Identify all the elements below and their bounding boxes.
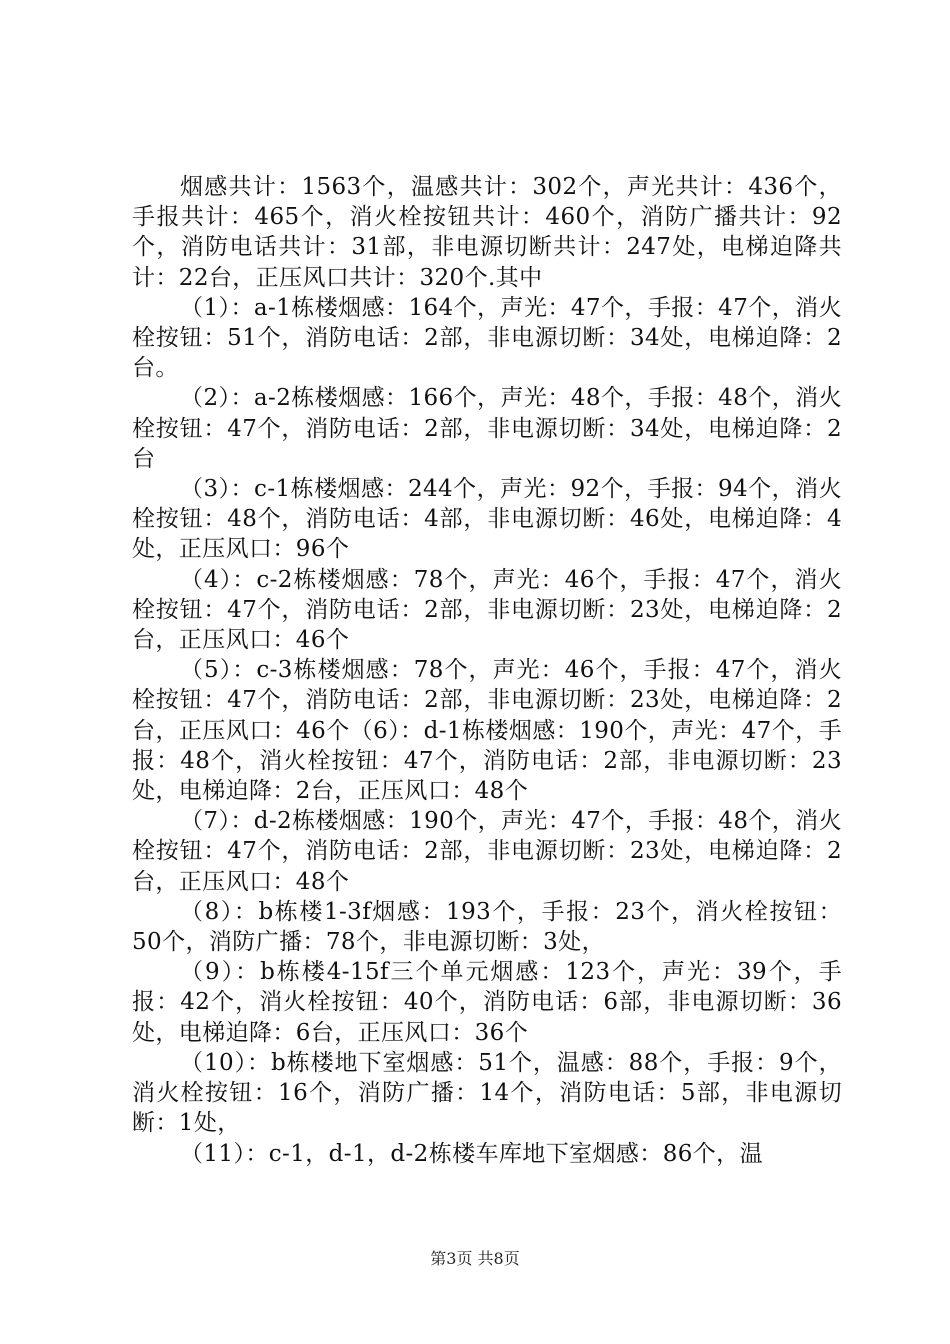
- page-number-footer: 第3页 共8页: [430, 1249, 520, 1268]
- paragraph-item-3: （3）：c-1栋楼烟感：244个，声光：92个，手报：94个，消火栓按钮：48个，消防电话：4部，非电源切断：46处，电梯迫降：4处，正压风口：96个: [132, 476, 842, 563]
- paragraph-item-10: （10）：b栋楼地下室烟感：51个，温感：88个，手报：9个，消火栓按钮：16个，消防广播：14个，消防电话：5部，非电源切断：1处，: [132, 1049, 842, 1137]
- paragraph-item-1: （1）：a-1栋楼烟感：164个，声光：47个，手报：47个，消火栓按钮：51个，消防电话：2部，非电源切断：34处，电梯迫降：2台。: [132, 294, 842, 382]
- paragraph-item-2: （2）：a-2栋楼烟感：166个，声光：48个，手报：48个，消火栓按钮：47个，消防电话：2部，非电源切断：34处，电梯迫降：2台: [132, 385, 842, 472]
- paragraph-item-7: （7）：d-2栋楼烟感：190个，声光：47个，手报：48个，消火栓按钮：47个，消防电话：2部，非电源切断：23处，电梯迫降：2台，正压风口：48个: [132, 808, 842, 895]
- paragraph-item-4: （4）：c-2栋楼烟感：78个，声光：46个，手报：47个，消火栓按钮：47个，消防电话：2部，非电源切断：23处，电梯迫降：2台，正压风口：46个: [132, 566, 842, 654]
- document-body: [132, 172, 842, 1169]
- paragraph-item-5-6: （5）：c-3栋楼烟感：78个，声光：46个，手报：47个，消火栓按钮：47个，消防电话：2部，非电源切断：23处，电梯迫降：2台，正压风口：46个（6）：d-1栋楼烟感：190个，声光：47个，手报：48个，消火栓按钮：47个，消防电话：2部，非电源切断：23处，电梯迫降：2台，正压风口：48个: [132, 657, 842, 805]
- paragraph-item-9: （9）：b栋楼4-15f三个单元烟感：123个，声光：39个，手报：42个，消火栓按钮：40个，消防电话：6部，非电源切断：36处，电梯迫降：6台，正压风口：36个: [132, 959, 842, 1046]
- paragraph-summary: 烟感共计：1563个，温感共计：302个，声光共计：436个，手报共计：465个，消火栓按钮共计：460个，消防广播共计：92个，消防电话共计：31部，非电源切断共计：247处，电梯迫降共计：22台，正压风口共计：320个.其中: [132, 174, 842, 291]
- paragraph-item-11: （11）：c-1，d-1，d-2栋楼车库地下室烟感：86个，温: [180, 1140, 763, 1167]
- paragraph-item-8: （8）：b栋楼1-3f烟感：193个，手报：23个，消火栓按钮：50个，消防广播：78个，非电源切断：3处，: [132, 898, 842, 956]
